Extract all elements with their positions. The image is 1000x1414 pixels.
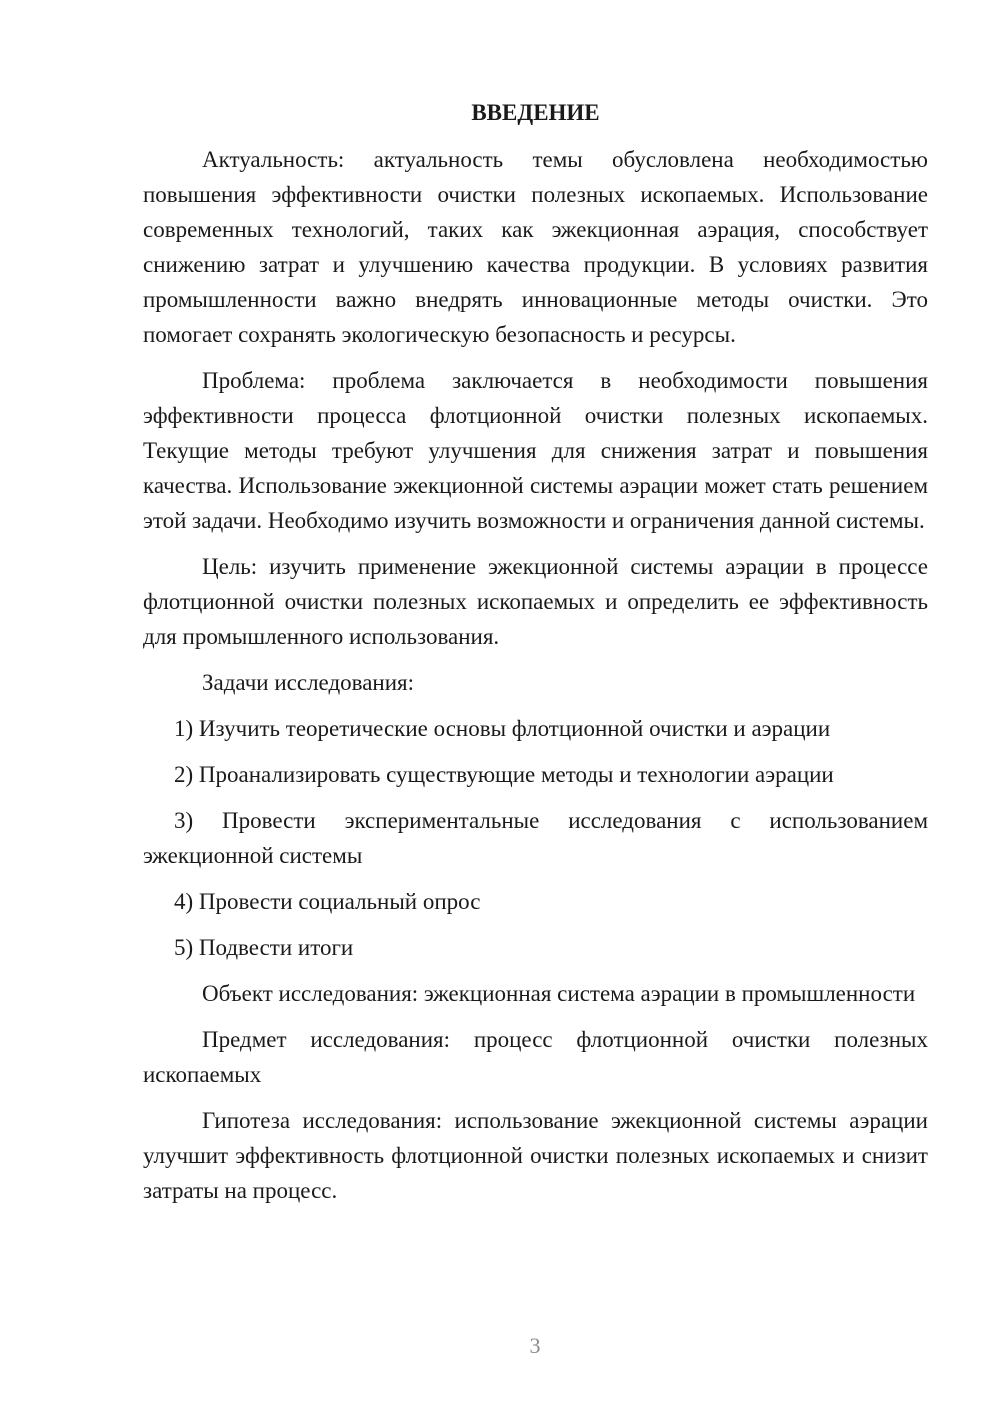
task-item-2: 2) Проанализировать существующие методы и технологии аэрации	[174, 762, 834, 787]
tasks-title: Задачи исследования:	[202, 670, 415, 695]
paragraph-problem: Проблема: проблема заключается в необходимости повышения эффективности процесса флотционной очистки полезных ископаемых. Текущие методы требуют улучшения для снижения затрат и повышения качества. Использование эжекционной системы аэрации может стать решением этой задачи. Необходимо изучить возможности и ограничения данной системы.	[143, 368, 928, 533]
page-content	[143, 95, 928, 1219]
task-item-5: 5) Подвести итоги	[174, 935, 354, 960]
section-heading: ВВЕДЕНИЕ	[471, 100, 600, 125]
task-item-1: 1) Изучить теоретические основы флотционной очистки и аэрации	[174, 716, 831, 741]
paragraph-relevance: Актуальность: актуальность темы обусловлена необходимостью повышения эффективности очистки полезных ископаемых. Использование современных технологий, таких как эжекционная аэрация, способствует снижению затрат и улучшению качества продукции. В условиях развития промышленности важно внедрять инновационные методы очистки. Это помогает сохранять экологическую безопасность и ресурсы.	[143, 147, 928, 347]
page-number: 3	[529, 1333, 541, 1358]
paragraph-hypothesis: Гипотеза исследования: использование эжекционной системы аэрации улучшит эффективность флотционной очистки полезных ископаемых и снизит затраты на процесс.	[143, 1108, 928, 1203]
task-item-4: 4) Провести социальный опрос	[174, 889, 481, 914]
paragraph-goal: Цель: изучить применение эжекционной системы аэрации в процессе флотционной очистки полезных ископаемых и определить ее эффективность для промышленного использования.	[143, 554, 928, 649]
paragraph-object: Объект исследования: эжекционная система аэрации в промышленности	[202, 981, 916, 1006]
task-item-3: 3) Провести экспериментальные исследования с использованием эжекционной системы	[143, 808, 928, 868]
paragraph-subject: Предмет исследования: процесс флотционной очистки полезных ископаемых	[143, 1027, 928, 1087]
